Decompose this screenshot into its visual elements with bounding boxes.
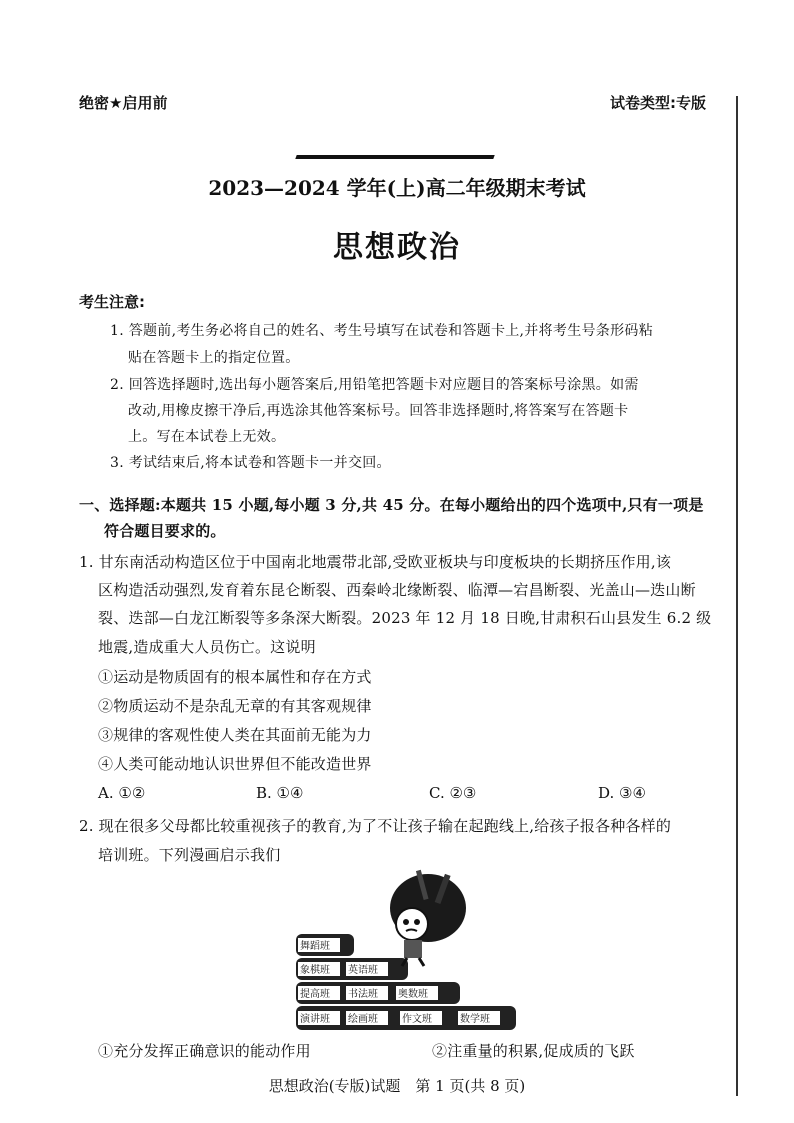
option-b: B. ①④ [256,784,304,802]
book-label: 演讲班 [300,1014,330,1025]
child-figure [390,870,466,966]
book-label: 象棋班 [300,965,330,976]
cartoon-illustration [290,868,520,1038]
statement-1: ①运动是物质固有的根本属性和存在方式 [98,668,372,686]
notice-line: 1. 答题前,考生务必将自己的姓名、考生号填写在试卷和答题卡上,并将考生号条形码粘 [110,323,654,339]
option-d: D. ③④ [598,784,646,802]
book-label: 书法班 [348,989,378,1000]
title-rule [295,155,494,159]
statement-3: ③规律的客观性使人类在其面前无能为力 [98,726,372,744]
question-1-text: 1. 甘东南活动构造区位于中国南北地震带北部,受欧亚板块与印度板块的长期挤压作用,该 [79,553,672,571]
question-1-text: 地震,造成重大人员伤亡。这说明 [98,638,316,656]
book-label: 提高班 [300,989,330,1000]
question-1-text: 区构造活动强烈,发育着东昆仑断裂、西秦岭北缘断裂、临潭—宕昌断裂、光盖山—迭山断 [98,581,696,599]
notice-line: 2. 回答选择题时,选出每小题答案后,用铅笔把答题卡对应题目的答案标号涂黑。如需 [110,377,639,393]
book-label: 舞蹈班 [300,941,330,952]
notice-heading: 考生注意: [79,293,145,311]
subject-title: 思想政治 [333,230,461,265]
book-label: 奥数班 [398,989,428,1000]
notice-line: 上。写在本试卷上无效。 [128,429,286,445]
book-label: 作文班 [402,1014,432,1025]
book-label: 英语班 [348,965,378,976]
question-1-text: 裂、迭部—白龙江断裂等多条深大断裂。2023 年 12 月 18 日晚,甘肃积石山县发生 6.2 级 [98,609,712,627]
notice-line: 贴在答题卡上的指定位置。 [128,350,300,366]
question-2-text: 2. 现在很多父母都比较重视孩子的教育,为了不让孩子输在起跑线上,给孩子报各种各样的 [79,817,672,835]
statement-2: ②物质运动不是杂乱无章的有其客观规律 [98,697,372,715]
notice-line: 改动,用橡皮擦干净后,再选涂其他答案标号。回答非选择题时,将答案写在答题卡 [128,403,629,419]
option-c: C. ②③ [429,784,477,802]
section-heading-cont: 符合题目要求的。 [104,522,226,540]
book-label: 绘画班 [348,1014,378,1025]
confidential-mark: 绝密★启用前 [79,94,168,112]
question-2-text: 培训班。下列漫画启示我们 [98,846,281,864]
notice-line: 3. 考试结束后,将本试卷和答题卡一并交回。 [110,455,391,471]
paper-type: 试卷类型:专版 [610,94,706,112]
q2-statement-2: ②注重量的积累,促成质的飞跃 [432,1042,635,1060]
page-footer: 思想政治(专版)试题 第 1 页(共 8 页) [268,1077,526,1095]
section-heading: 一、选择题:本题共 15 小题,每小题 3 分,共 45 分。在每小题给出的四个选项中,只有一项是 [79,496,704,514]
option-a: A. ①② [98,784,146,802]
q2-statement-1: ①充分发挥正确意识的能动作用 [98,1042,311,1060]
cartoon-drawing [290,868,520,1038]
book-label: 数学班 [460,1014,490,1025]
statement-4: ④人类可能动地认识世界但不能改造世界 [98,755,372,773]
exam-title: 2023—2024 学年(上)高二年级期末考试 [208,176,586,200]
